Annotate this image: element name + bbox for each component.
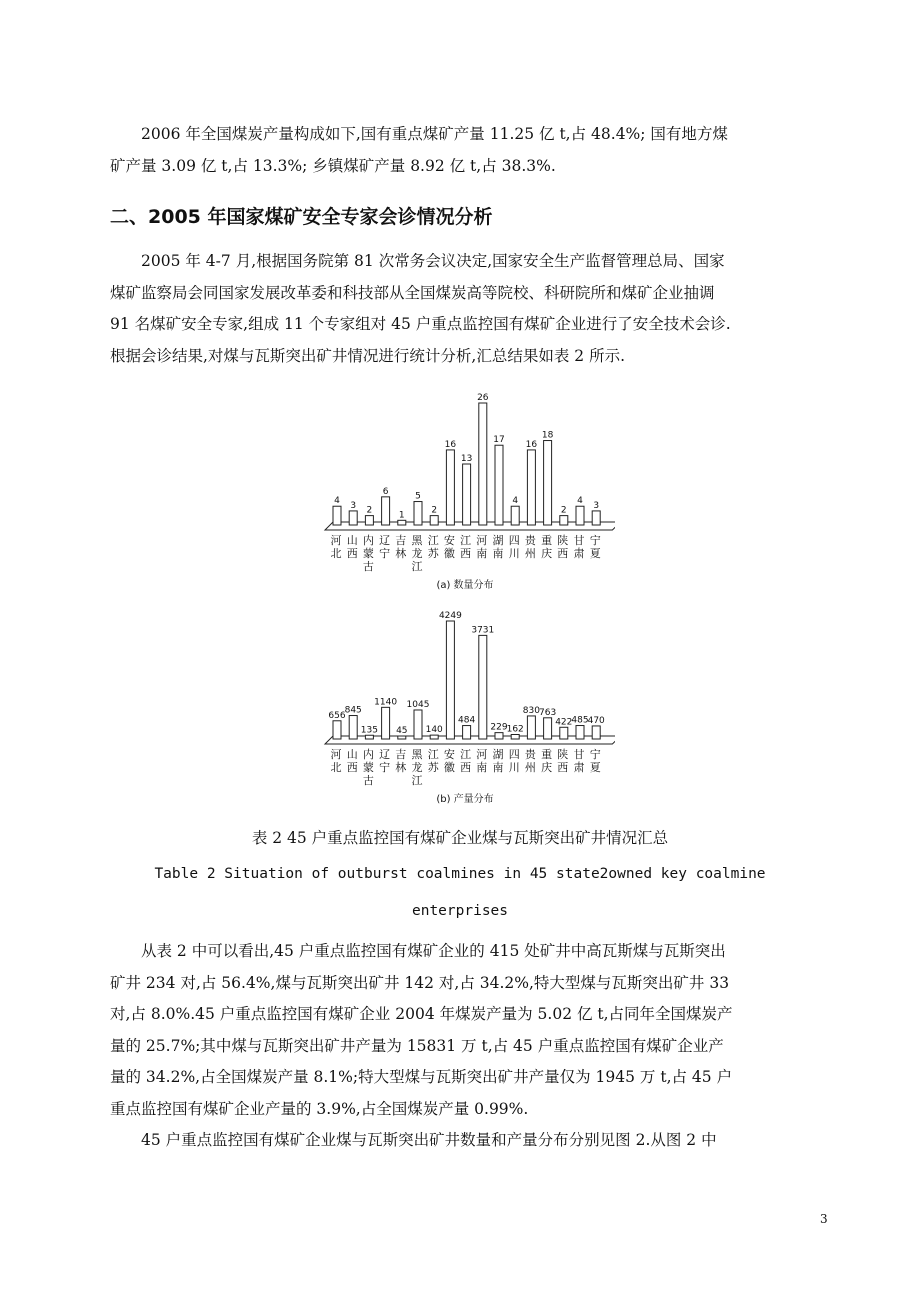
chart-category-label: 夏 xyxy=(589,761,601,774)
chart-category-label: 南 xyxy=(492,761,504,774)
chart-category-label: 河 xyxy=(330,534,342,547)
chart-bar xyxy=(333,721,341,739)
intro-paragraph xyxy=(110,119,835,182)
chart-category-label: 西 xyxy=(346,547,358,560)
chart-category-label: 徽 xyxy=(443,761,455,774)
closing-paragraph xyxy=(110,1125,835,1157)
chart-category-label: 四 xyxy=(508,748,520,761)
chart-category-label: 庆 xyxy=(541,547,553,560)
chart-bar xyxy=(511,735,519,739)
chart-category-label: 肃 xyxy=(573,761,585,774)
chart-category-label: 宁 xyxy=(379,761,391,774)
chart-data-label: 13 xyxy=(460,454,473,464)
chart-category-label: 江 xyxy=(427,534,439,547)
chart-bar xyxy=(349,716,357,739)
chart-category-label: 河 xyxy=(330,748,342,761)
chart-data-label: 26 xyxy=(477,393,489,403)
chart-category-label: 江 xyxy=(460,534,472,547)
chart-category-label: 湖 xyxy=(492,748,504,761)
analysis-line: 重点监控国有煤矿企业产量的 3.9%,占全国煤炭产量 0.99%. xyxy=(110,1099,529,1118)
chart-data-label: 18 xyxy=(541,430,554,441)
chart-bar xyxy=(349,511,357,525)
chart-bar xyxy=(560,727,568,739)
chart-bar xyxy=(495,445,503,525)
chart-category-label: 河 xyxy=(476,748,488,761)
chart-bar xyxy=(495,733,503,739)
chart-bar xyxy=(576,726,584,739)
chart-category-label: 内 xyxy=(362,534,374,547)
chart-category-label: 江 xyxy=(411,774,423,787)
section-heading: 二、2005 年国家煤矿安全专家会诊情况分析 xyxy=(110,206,493,228)
section-line: 根据会诊结果,对煤与瓦斯突出矿井情况进行统计分析,汇总结果如表 2 所示. xyxy=(110,346,625,365)
chart-data-label: 3 xyxy=(593,500,600,511)
chart-category-label: 重 xyxy=(541,748,553,761)
analysis-line: 矿井 234 对,占 56.4%,煤与瓦斯突出矿井 142 对,占 34.2%,特大型煤与瓦斯突出矿井 33 xyxy=(110,973,730,992)
section-line: 2005 年 4-7 月,根据国务院第 81 次常务会议决定,国家安全生产监督管理总局、国家 xyxy=(141,252,725,270)
chart-category-label: 甘 xyxy=(573,534,585,547)
output-distribution-chart xyxy=(315,604,615,814)
analysis-paragraph xyxy=(110,936,835,1125)
section-paragraph xyxy=(110,246,835,372)
chart-category-label: 川 xyxy=(508,547,520,560)
chart-category-label: 川 xyxy=(508,761,520,774)
chart-bar xyxy=(479,635,487,739)
chart-bar xyxy=(430,735,438,739)
chart-category-label: 宁 xyxy=(379,547,391,560)
chart-bar xyxy=(576,506,584,525)
chart-bar xyxy=(463,464,471,525)
chart-bar xyxy=(398,736,406,739)
chart-category-label: 内 xyxy=(362,748,374,761)
intro-line: 2006 年全国煤炭产量构成如下,国有重点煤矿产量 11.25 亿 t,占 48.4%; 国有地方煤 xyxy=(141,125,728,143)
chart-category-label: 江 xyxy=(427,748,439,761)
table-caption-zh: 表 2 45 户重点监控国有煤矿企业煤与瓦斯突出矿井情况汇总 xyxy=(251,829,669,847)
chart-bar xyxy=(446,621,454,739)
page-number: 3 xyxy=(820,1212,828,1226)
intro-line: 矿产量 3.09 亿 t,占 13.3%; 乡镇煤矿产量 8.92 亿 t,占 38.3%. xyxy=(110,156,556,175)
count-distribution-chart xyxy=(315,392,615,602)
table-caption-en-line1: Table 2 Situation of outburst coalmines in 45 state2owned key coalmine xyxy=(154,866,766,882)
chart-data-label: 17 xyxy=(493,435,505,446)
chart-data-label: 656 xyxy=(328,710,346,721)
chart-category-label: 江 xyxy=(460,748,472,761)
chart-data-label: 3 xyxy=(350,500,357,511)
chart-bar xyxy=(592,726,600,739)
chart-data-label: 3731 xyxy=(471,625,495,636)
chart-category-label: 江 xyxy=(411,560,423,573)
chart-category-label: 西 xyxy=(557,547,569,560)
chart-category-label: 林 xyxy=(395,761,407,774)
chart-bar xyxy=(446,450,454,525)
chart-data-label: 4 xyxy=(334,496,340,507)
chart-data-label: 229 xyxy=(490,722,508,733)
chart-category-label: 河 xyxy=(476,534,488,547)
chart-category-label: 黑 xyxy=(411,534,423,547)
chart-category-label: 山 xyxy=(346,748,358,761)
analysis-line: 从表 2 中可以看出,45 户重点监控国有煤矿企业的 415 处矿井中高瓦斯煤与瓦斯突出 xyxy=(141,942,726,960)
chart-category-label: 贵 xyxy=(524,534,536,547)
chart-data-label: 845 xyxy=(344,705,362,716)
chart-category-label: 州 xyxy=(524,547,536,560)
analysis-line: 量的 34.2%,占全国煤炭产量 8.1%;特大型煤与瓦斯突出矿井产量仅为 1945 万 t,占 45 户 xyxy=(110,1068,733,1086)
chart-bar xyxy=(560,516,568,525)
chart-title: (a) 数量分布 xyxy=(436,580,494,591)
chart-category-label: 重 xyxy=(541,534,553,547)
chart-category-label: 蒙 xyxy=(362,547,374,560)
chart-category-label: 陕 xyxy=(557,748,569,761)
chart-bar xyxy=(592,511,600,525)
chart-category-label: 苏 xyxy=(427,761,439,774)
chart-bar xyxy=(414,502,422,525)
chart-bar xyxy=(414,710,422,739)
chart-data-label: 470 xyxy=(587,715,605,726)
chart-category-label: 吉 xyxy=(395,748,407,761)
chart-bar xyxy=(382,707,390,739)
chart-bar xyxy=(511,506,519,525)
chart-data-label: 16 xyxy=(444,439,457,450)
chart-data-label: 1045 xyxy=(406,699,430,710)
chart-data-label: 5 xyxy=(415,491,421,502)
chart-bar xyxy=(430,516,438,525)
chart-data-label: 4249 xyxy=(438,611,462,621)
chart-data-label: 422 xyxy=(555,717,573,728)
chart-bar xyxy=(382,497,390,525)
chart-category-label: 湖 xyxy=(492,534,504,547)
chart-data-label: 135 xyxy=(360,725,378,736)
chart-category-label: 安 xyxy=(443,748,455,761)
chart-category-label: 龙 xyxy=(411,547,423,560)
chart-category-label: 安 xyxy=(443,534,455,547)
chart-category-label: 古 xyxy=(362,560,374,573)
section-line: 煤矿监察局会同国家发展改革委和科技部从全国煤炭高等院校、科研院所和煤矿企业抽调 xyxy=(110,283,715,302)
chart-category-label: 龙 xyxy=(411,761,423,774)
chart-category-label: 黑 xyxy=(411,748,423,761)
chart-data-label: 6 xyxy=(382,486,389,497)
chart-category-label: 甘 xyxy=(573,748,585,761)
chart-bar xyxy=(544,718,552,739)
chart-data-label: 140 xyxy=(425,725,443,736)
chart-data-label: 2 xyxy=(560,505,567,516)
analysis-line: 量的 25.7%;其中煤与瓦斯突出矿井产量为 15831 万 t,占 45 户重点监控国有煤矿企业产 xyxy=(110,1036,724,1055)
analysis-line: 对,占 8.0%.45 户重点监控国有煤矿企业 2004 年煤炭产量为 5.02 亿 t,占同年全国煤炭产 xyxy=(110,1005,733,1023)
chart-category-label: 西 xyxy=(557,761,569,774)
table-caption-en-line2: enterprises xyxy=(411,903,509,919)
chart-category-label: 西 xyxy=(460,761,472,774)
chart-data-label: 16 xyxy=(525,439,538,450)
chart-category-label: 徽 xyxy=(443,547,455,560)
section-line: 91 名煤矿安全专家,组成 11 个专家组对 45 户重点监控国有煤矿企业进行了安全技术会诊. xyxy=(110,315,731,333)
chart-bar xyxy=(527,450,535,525)
chart-data-label: 4 xyxy=(512,496,519,507)
chart-category-label: 林 xyxy=(395,547,407,560)
chart-category-label: 苏 xyxy=(427,547,439,560)
chart-bar xyxy=(544,441,552,525)
chart-category-label: 吉 xyxy=(395,534,407,547)
chart-data-label: 4 xyxy=(577,496,583,507)
chart-bar xyxy=(398,520,406,525)
chart-category-label: 北 xyxy=(330,761,342,774)
chart-category-label: 辽 xyxy=(379,748,391,761)
chart-category-label: 山 xyxy=(346,534,358,547)
chart-data-label: 162 xyxy=(506,724,524,735)
chart-bar xyxy=(365,735,373,739)
chart-title: (b) 产量分布 xyxy=(436,794,494,805)
chart-data-label: 2 xyxy=(366,505,373,516)
chart-category-label: 夏 xyxy=(589,547,601,560)
chart-data-label: 1 xyxy=(398,510,405,521)
chart-data-label: 45 xyxy=(396,726,408,736)
chart-category-label: 西 xyxy=(460,547,472,560)
chart-category-label: 四 xyxy=(508,534,520,547)
chart-category-label: 古 xyxy=(362,774,374,787)
chart-category-label: 南 xyxy=(476,547,488,560)
chart-bar xyxy=(333,506,341,525)
chart-data-label: 485 xyxy=(571,715,589,726)
chart-category-label: 肃 xyxy=(573,547,585,560)
chart-category-label: 宁 xyxy=(589,534,601,547)
chart-category-label: 州 xyxy=(524,761,536,774)
chart-data-label: 830 xyxy=(522,705,540,716)
chart-category-label: 蒙 xyxy=(362,761,374,774)
chart-category-label: 陕 xyxy=(557,534,569,547)
chart-bar xyxy=(527,716,535,739)
chart-category-label: 宁 xyxy=(589,748,601,761)
chart-category-label: 贵 xyxy=(524,748,536,761)
chart-category-label: 庆 xyxy=(541,761,553,774)
chart-category-label: 南 xyxy=(492,547,504,560)
chart-data-label: 484 xyxy=(458,715,476,726)
chart-data-label: 763 xyxy=(539,707,557,718)
chart-bar xyxy=(463,726,471,739)
chart-data-label: 2 xyxy=(431,505,438,516)
chart-bar xyxy=(365,516,373,525)
chart-category-label: 辽 xyxy=(379,534,391,547)
chart-category-label: 西 xyxy=(346,761,358,774)
chart-category-label: 北 xyxy=(330,547,342,560)
closing-line: 45 户重点监控国有煤矿企业煤与瓦斯突出矿井数量和产量分布分别见图 2.从图 2 中 xyxy=(141,1131,717,1149)
chart-category-label: 南 xyxy=(476,761,488,774)
chart-bar xyxy=(479,403,487,525)
chart-data-label: 1140 xyxy=(374,697,398,708)
